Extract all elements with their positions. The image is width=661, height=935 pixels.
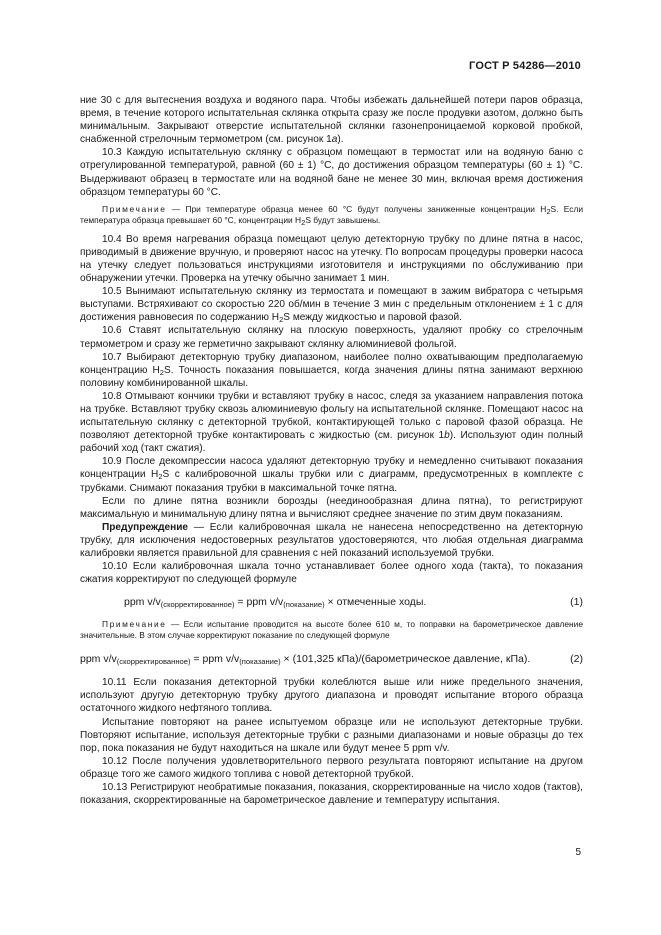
- paragraph-10-8: 10.8 Отмывают кончики трубки и вставляют трубку в насос, следя за указанием направления потока на трубке. Вставляют трубку сквозь алюминиевую фольгу на испытательной склянке. Помещают насос на испытательную склянку с детекторной трубкой, контактирующей только с паровой фазой образца. Не позволяют детекторной трубке контактировать с жидкостью (см. рисунок 1b). Используют один полный рабочий ход (такт сжатия).: [80, 390, 583, 455]
- paragraph-10-6: 10.6 Ставят испытательную склянку на плоскую поверхность, удаляют пробку со стрелочным термометром и сразу же герметично закрывают склянку алюминиевой фольгой.: [80, 325, 583, 350]
- paragraph-10-7: 10.7 Выбирают детекторную трубку диапазоном, наиболее полно охватывающим предполагаемую концентрацию $H_2S$. Точность показания повышается, когда значения длины пятна занимают верхнюю половину комбинированной шкалы.: [80, 351, 583, 389]
- paragraph-10-11: 10.11 Если показания детекторной трубки колеблются выше или ниже предельного значения, используют другую детекторную трубку другого диапазона и проводят испытание второго образца остаточного жидкого нефтяного топлива.: [80, 677, 583, 715]
- formula-2-expression: ppm $v/v_{(скорректированное)}$ = ppm $v/v_{(показание)} \times (101,325$ кПа)/(барометрическое давление, кПа).: [80, 653, 531, 667]
- formula-1-number: (1): [570, 596, 583, 609]
- document-body: [80, 94, 583, 807]
- paragraph-10-5: 10.5 Вынимают испытательную склянку из термостата и помещают в зажим вибратора с четырьмя выступами. Встряхивают со скоростью 220 об/мин в течение 3 мин с предельным отклонением ± 1 с для достижения равновесия по содержанию $H_2S$ между жидкостью и паровой фазой.: [80, 286, 583, 325]
- paragraph-10-13: 10.13 Регистрируют необратимые показания, показания, скорректированные на число ходов (тактов), показания, скорректированные на барометрическое давление и температуру испытания.: [80, 782, 583, 807]
- formula-2-number: (2): [570, 653, 583, 666]
- formula-1: [80, 591, 583, 613]
- paragraph-10-4: 10.4 Во время нагревания образца помещают целую детекторную трубку по длине пятна в насос, приводимый в движение вручную, и проверяют насос на утечку. По вопросам процедуры проверки насоса на утечку следует пользоваться инструкциями изготовителя и инструкциями по обслуживанию при обнаружении утечки. Проверка на утечку обычно занимает 1 мин.: [80, 233, 583, 285]
- formula-2: [80, 648, 583, 670]
- standard-id: ГОСТ Р 54286—2010: [469, 60, 581, 72]
- page-number: 5: [575, 847, 581, 858]
- paragraph-repeat: Испытание повторяют на ранее испытуемом образце или не используют детекторные трубки. Повторяют испытание, используя детекторные трубки с разными диапазонами и новые образцы до тех пор, пока показания не будут находиться на шкале или будут менее 5 ppm v/v.: [80, 716, 583, 754]
- note-temperature: Примечание — При температуре образца менее 60 °С будут получены заниженные концентрации $H_2S$. Если температура образца превышает 60 °С, концентрации $H_2S$ будут завышены.: [80, 203, 584, 227]
- paragraph-10-3: 10.3 Каждую испытательную склянку с образцом помещают в термостат или на водяную баню с отрегулированной температурой, равной (60 ± 1) °С, до достижения образцом температуры (60 ± 1) °С. Выдерживают образец в термостате или на водяной бане не менее 30 мин, включая время достижения образцом температуры 60 °С.: [80, 147, 583, 198]
- note-altitude: Примечание — Если испытание проводится на высоте более 610 м, то поправки на барометрическое давление значительные. В этом случае корректируют показание по следующей формуле: [80, 619, 583, 641]
- warning-paragraph: Предупреждение — Если калибровочная шкала не нанесена непосредственно на детекторную трубку, для исключения недостоверных результатов удостоверяются, что любая отдельная диаграмма калибровки является правильной для сравнения с ней показаний используемой трубки.: [80, 521, 583, 559]
- paragraph-continuation: ние 30 с для вытеснения воздуха и водяного пара. Чтобы избежать дальнейшей потери паров образца, время, в течение которого испытательная склянка открыта сразу же после продувки азотом, должно быть минимальным. Закрывают отверстие испытательной склянки газонепроницаемой корковой пробкой, снабженной стрелочным термометром (см. рисунок 1а).: [80, 95, 583, 146]
- paragraph-10-10: 10.10 Если калибровочная шкала точно устанавливает более одного хода (такта), то показания сжатия корректируют по следующей формуле: [80, 561, 583, 586]
- formula-1-expression: ppm $v/v_{(скорректированное)}$ = ppm $v/v_{(показание)}$ × отмеченные ходы.: [124, 596, 427, 610]
- paragraph-10-12: 10.12 После получения удовлетворительного первого результата повторяют испытание на другом образце того же самого жидкого топлива с новой детекторной трубкой.: [80, 755, 583, 780]
- paragraph-furrow: Если по длине пятна возникли борозды (неединообразная длина пятна), то регистрируют максимальную и минимальную длину пятна и вычисляют среднее значение по этим двум показаниям.: [80, 495, 583, 520]
- paragraph-10-9: 10.9 После декомпрессии насоса удаляют детекторную трубку и немедленно считывают показания концентрации $H_2S$ с калибровочной шкалы трубки или с диаграмм, предусмотренных в комплекте с трубками. Снимают показания трубки в максимальной точке пятна.: [80, 456, 583, 494]
